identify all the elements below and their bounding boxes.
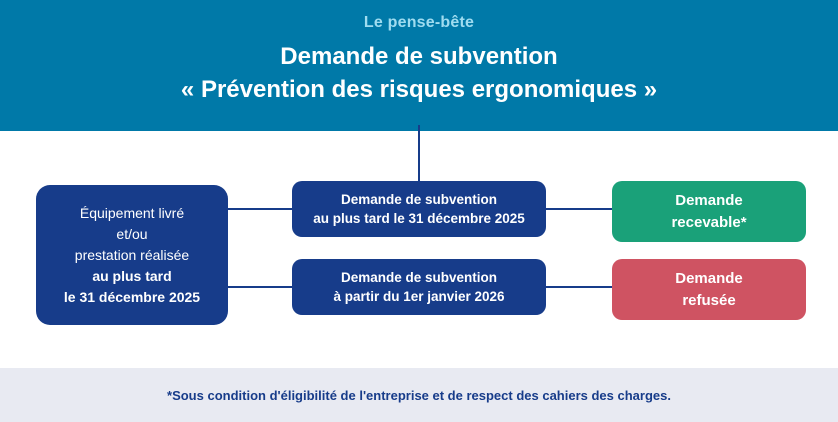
node-request-before-line-2: au plus tard le 31 décembre 2025 [313,211,525,226]
node-equipment-line-4: au plus tard [92,267,172,284]
connector-middle-top-to-outcome-recevable [546,208,614,210]
node-equipment-line-1: Équipement livré [79,204,185,221]
node-request-after-line-2: à partir du 1er janvier 2026 [333,289,505,304]
header-eyebrow: Le pense-bête [363,14,475,31]
header-title-line-1: Demande de subvention [280,43,558,70]
flow-diagram [0,131,838,368]
node-request-after-deadline [292,259,546,315]
node-outcome-refusee-line-1: Demande [675,269,743,287]
header-title [181,40,657,106]
node-outcome-refusee [612,259,806,320]
connector-left-to-middle-top [228,208,294,210]
node-equipment-line-5: le 31 décembre 2025 [63,288,201,305]
header-title-line-2: « Prévention des risques ergonomiques » [180,76,658,103]
node-request-after-line-1: Demande de subvention [340,270,498,285]
node-outcome-refusee-line-2: refusée [682,291,736,309]
header-banner [0,0,838,131]
node-outcome-recevable-line-1: Demande [675,191,743,209]
connector-header-stem [418,125,420,181]
node-outcome-recevable-line-2: recevable* [671,213,747,231]
node-equipment-delivered [36,185,228,325]
node-equipment-line-3: prestation réalisée [74,246,190,263]
node-request-before-deadline [292,181,546,237]
connector-left-to-middle-bottom [228,286,294,288]
node-outcome-recevable [612,181,806,242]
footer-bar [0,368,838,422]
connector-middle-bottom-to-outcome-refusee [546,286,614,288]
footer-note: *Sous condition d'éligibilité de l'entreprise et de respect des cahiers des charges. [167,387,671,403]
node-request-before-line-1: Demande de subvention [340,192,497,207]
node-equipment-line-2: et/ou [116,225,148,242]
